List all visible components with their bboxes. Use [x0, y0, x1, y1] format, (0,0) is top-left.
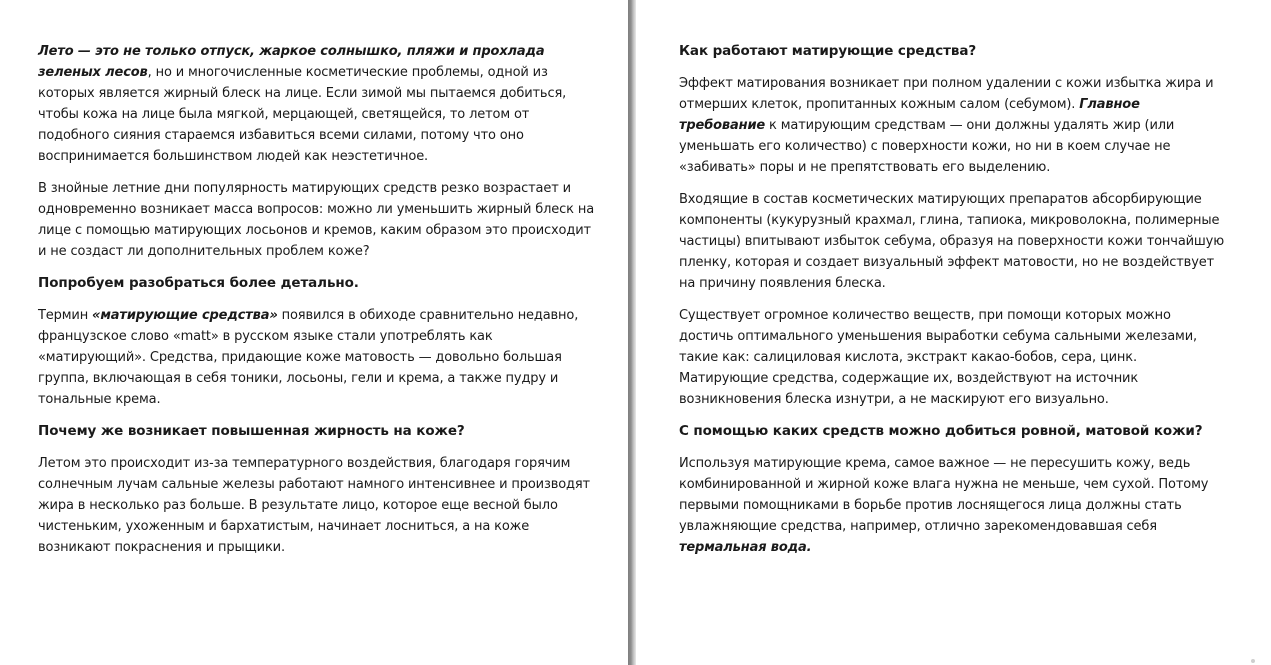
- page-right: [636, 0, 1271, 665]
- effect-paragraph-rest: к матирующим средствам — они должны удалять жир (или уменьшать его количество) с поверхности кожи, но ни в коем случае не «забивать» поры и не препятствовать его выделению.: [679, 118, 1175, 175]
- intro-paragraph: [38, 41, 598, 167]
- effect-paragraph-start: Эффект матирования возникает при полном удалении с кожи избытка жира и отмерших клеток, пропитанных кожным салом (себумом).: [679, 76, 1214, 112]
- mattifying-effect-paragraph: [679, 73, 1229, 178]
- heading-oiliness-cause: Почему же возникает повышенная жирность на коже?: [38, 423, 465, 439]
- page-separator: [628, 0, 636, 665]
- intro-paragraph-text: , но и многочисленные косметические проблемы, одной из которых является жирный блеск на лице. Если зимой мы пытаемся добиться, чтобы кожа на лице была мягкой, мерцающей, светящейся, то летом от подобного сияния стараемся избавиться всеми силами, потому что оно воспринимается большинством людей как неэстетичное.: [38, 65, 567, 164]
- heading-details: Попробуем разобраться более детально.: [38, 275, 359, 291]
- moisturizing-paragraph-text: Используя матирующие крема, самое важное — не пересушить кожу, ведь комбинированной и жирной коже влага нужна не меньше, чем сухой. Потому первыми помощниками в борьбе против лоснящегося лица должны стать увлажняющие средства, например, отлично зарекомендовавшая себя: [679, 456, 1209, 534]
- substances-paragraph: Существует огромное количество веществ, при помощи которых можно достичь оптимального уменьшения выработки себума сальными железами, такие как: салициловая кислота, экстракт какао-бобов, сера, цинк. Матирующие средства, содержащие их, воздействуют на источник возникновения блеска изнутри, а не маскируют его визуально.: [679, 308, 1197, 407]
- term-paragraph-rest: появился в обиходе сравнительно недавно, французское слово «matt» в русском языке стали употреблять как «матирующий». Средства, придающие коже матовость — довольно большая группа, включающая в себя тоники, лосьоны, гели и крема, а также пудру и тональные крема.: [38, 308, 579, 407]
- page-corner-marker: [1251, 659, 1255, 663]
- main-requirement-emphasis: Главное требование: [679, 97, 1140, 133]
- left-text-column: [38, 41, 598, 569]
- term-paragraph-start: Термин: [38, 308, 93, 323]
- term-emphasis: «матирующие средства»: [92, 308, 278, 323]
- heading-matte-skin: С помощью каких средств можно добиться ровной, матовой кожи?: [679, 423, 1203, 439]
- popularity-paragraph: В знойные летние дни популярность матирующих средств резко возрастает и одновременно возникает масса вопросов: можно ли уменьшить жирный блеск на лице с помощью матирующих лосьонов и кремов, каким образом это происходит и не создаст ли дополнительных проблем коже?: [38, 181, 595, 259]
- term-paragraph: [38, 305, 598, 410]
- thermal-water-emphasis: термальная вода.: [679, 540, 812, 555]
- page-left: [0, 0, 628, 665]
- summer-paragraph: Летом это происходит из-за температурного воздействия, благодаря горячим солнечным лучам сальные железы работают намного интенсивнее и производят жира в несколько раз больше. В результате лицо, которое еще весной было чистеньким, ухоженным и бархатистым, начинает лосниться, а на коже возникают покраснения и прыщики.: [38, 456, 590, 555]
- heading-how-it-works: Как работают матирующие средства?: [679, 43, 977, 59]
- intro-lead-emphasis: Лето — это не только отпуск, жаркое солнышко, пляжи и прохлада зеленых лесов: [38, 44, 545, 80]
- absorbents-paragraph: Входящие в состав косметических матирующих препаратов абсорбирующие компоненты (кукурузный крахмал, глина, тапиока, микроволокна, полимерные частицы) впитывают избыток себума, образуя на поверхности кожи тончайшую пленку, которая и создает визуальный эффект матовости, но не воздействует на причину появления блеска.: [679, 192, 1225, 291]
- moisturizing-paragraph: [679, 453, 1229, 558]
- right-text-column: [679, 41, 1229, 569]
